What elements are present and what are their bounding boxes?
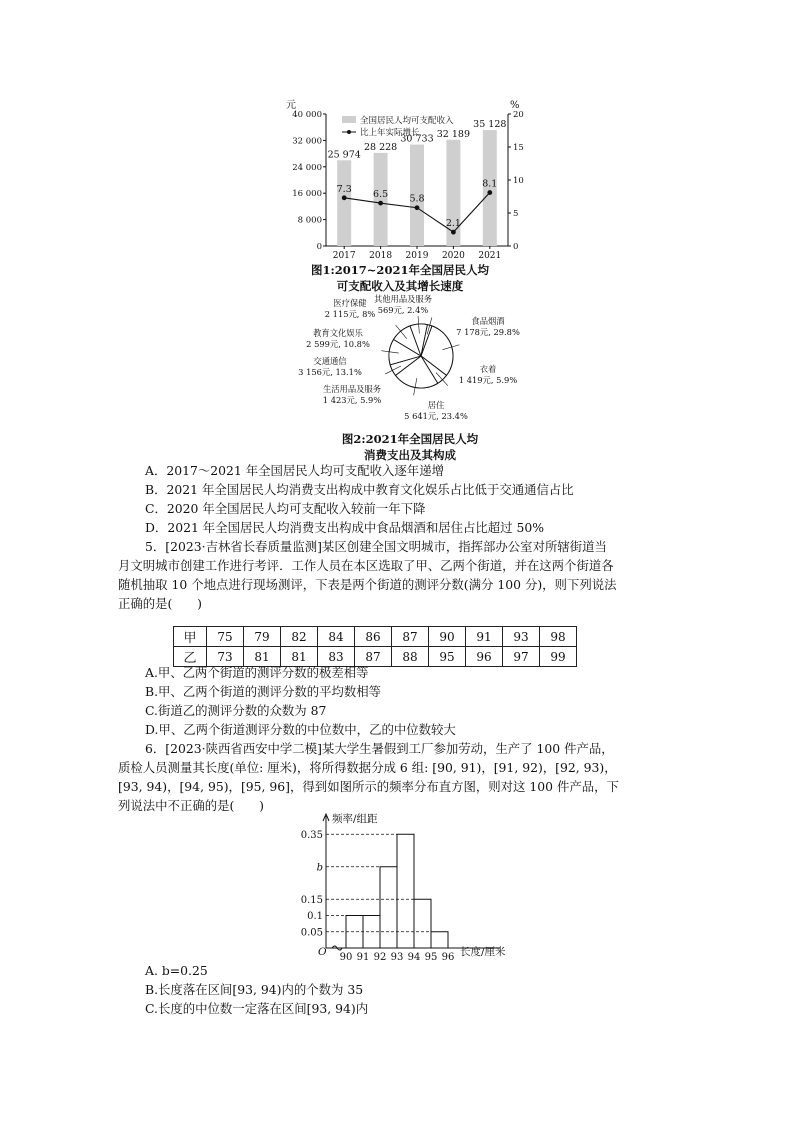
q5-text-line4: 正确的是( ) [118, 596, 203, 611]
q4-option-c: C．2020 年全国居民人均可支配收入较前一年下降 [145, 501, 426, 516]
growth-label: 8.1 [482, 178, 498, 190]
label-housing-value: 5 641元, 23.4% [404, 411, 468, 421]
right-tick-label: 5 [513, 209, 519, 219]
score-cell: 97 [503, 647, 540, 667]
label-other [374, 294, 433, 304]
label-housing: 居住 [427, 400, 445, 410]
x-tick-label: 96 [441, 952, 455, 963]
q5-text-line3: 随机抽取 10 个地点进行现场测评，下表是两个街道的测评分数(满分 100 分)，则下列说法 [118, 577, 617, 592]
x-tick-label: 2018 [369, 251, 393, 261]
consumption-pie-chart [298, 292, 538, 428]
x-tick-label: 95 [424, 952, 438, 963]
q5-option-a: A.甲、乙两个街道的测评分数的极差相等 [145, 665, 369, 680]
fig2-caption-line1: 图2:2021年全国居民人均 [341, 432, 479, 446]
score-cell: 90 [429, 627, 466, 647]
score-cell: 81 [244, 647, 281, 667]
label-food: 食品烟酒 [471, 316, 505, 326]
hist-ylabel: 频率/组距 [332, 813, 378, 825]
left-tick-label: 0 [316, 242, 322, 252]
label-transport-value: 3 156元, 13.1% [298, 367, 362, 377]
label-household-value: 1 423元, 5.9% [322, 395, 382, 405]
right-tick-label: 0 [513, 242, 519, 252]
histogram-bar [414, 899, 431, 948]
label-food-value: 7 178元, 29.8% [456, 327, 520, 337]
growth-point [378, 201, 383, 206]
x-tick-label: 2017 [332, 251, 356, 261]
left-tick-label: 40 000 [292, 110, 322, 120]
row-label-jia: 甲 [174, 627, 207, 647]
label-education: 教育文化娱乐 [313, 328, 363, 338]
q6-option-c: C.长度的中位数一定落在区间[93, 94)内 [145, 1001, 369, 1016]
growth-point [342, 195, 347, 200]
label-other-name: 其他用品及服务 [373, 294, 433, 304]
q5-text-line1: 5．[2023·吉林省长春质量监测]某区创建全国文明城市，指挥部办公室对所辖街道当 [145, 539, 607, 554]
histogram-bar [431, 932, 448, 948]
income-bar-label: 32 189 [436, 128, 471, 140]
growth-label: 2.1 [445, 218, 461, 230]
score-cell: 81 [281, 647, 318, 667]
y-tick-label: 0.1 [307, 911, 323, 922]
score-cell: 82 [281, 627, 318, 647]
score-cell: 84 [318, 627, 355, 647]
label-household: 生活用品及服务 [322, 384, 382, 394]
legend-line-marker [347, 130, 351, 134]
q5-option-b: B.甲、乙两个街道的测评分数的平均数相等 [145, 684, 382, 699]
score-cell: 93 [503, 627, 540, 647]
q5-text-line2: 月文明城市创建工作进行考评．工作人员在本区选取了甲、乙两个街道，并在这两个街道各 [118, 558, 614, 573]
growth-point [487, 190, 492, 195]
q6-text-line4: 列说法中不正确的是( ) [118, 798, 264, 813]
q4-option-a: A．2017～2021 年全国居民人均可支配收入逐年递增 [145, 463, 444, 478]
y-tick-label: 0.05 [300, 927, 323, 939]
x-tick-label: 91 [356, 952, 370, 963]
q4-option-b: B．2021 年全国居民人均消费支出构成中教育文化娱乐占比低于交通通信占比 [145, 482, 574, 497]
left-tick-label: 32 000 [292, 136, 322, 147]
fig2-caption [320, 431, 500, 463]
score-table [173, 626, 577, 667]
score-cell: 87 [355, 647, 392, 667]
income-bar-label: 30 733 [400, 133, 434, 145]
left-tick-label: 8 000 [297, 215, 322, 226]
score-cell: 79 [244, 627, 281, 647]
y-tick-label: 0.35 [300, 829, 323, 841]
legend-bar-swatch [342, 116, 356, 123]
label-other-value: 569元, 2.4% [377, 305, 429, 315]
right-tick-label: 10 [513, 176, 524, 186]
score-cell: 87 [392, 627, 429, 647]
income-bar-label: 35 128 [473, 119, 507, 131]
right-tick-label: 20 [513, 110, 524, 120]
label-education-value: 2 599元, 10.8% [306, 339, 370, 349]
score-cell: 88 [392, 647, 429, 667]
hist-xlabel: 长度/厘米 [460, 946, 506, 958]
fig1-caption-line2: 可支配收入及其增长速度 [336, 279, 464, 293]
growth-label: 6.5 [373, 189, 389, 201]
score-cell: 86 [355, 627, 392, 647]
income-bar [337, 160, 351, 246]
histogram-bar [380, 867, 397, 948]
label-clothing-value: 1 419元, 5.9% [458, 375, 518, 385]
left-unit-label: 元 [286, 100, 296, 111]
growth-point [415, 205, 420, 210]
legend-bar-label: 全国居民人均可支配收入 [360, 116, 454, 126]
row-label-yi: 乙 [174, 647, 207, 667]
x-tick-label: 2021 [478, 251, 502, 261]
label-clothing: 衣着 [479, 364, 497, 374]
x-tick-label: 94 [407, 952, 421, 963]
fig1-caption-line1: 图1:2017~2021年全国居民人均 [311, 263, 489, 277]
y-tick-label: 0.15 [300, 894, 323, 906]
q6-option-a: A. b=0.25 [145, 963, 208, 978]
q6-text-line1: 6．[2023·陕西省西安中学二模]某大学生暑假到工厂参加劳动，生产了 100 件产品， [145, 741, 614, 756]
b-tick-label: b [316, 862, 323, 874]
q5-option-d: D.甲、乙两个街道测评分数的中位数中，乙的中位数较大 [145, 722, 456, 737]
label-medical: 医疗保健 [333, 298, 367, 308]
score-cell: 83 [318, 647, 355, 667]
x-tick-label: 2019 [405, 251, 429, 261]
hist-origin: O [318, 946, 327, 958]
x-tick-label: 90 [339, 952, 353, 963]
right-unit-label: % [510, 100, 520, 111]
q6-text-line3: [93, 94)，[94, 95)，[95, 96]，得到如图所示的频率分布直方图，则对这 100 件产品，下 [118, 779, 619, 794]
income-chart [280, 96, 530, 264]
score-row-jia [174, 627, 577, 647]
q5-option-c: C.街道乙的测评分数的众数为 87 [145, 703, 327, 718]
score-cell: 75 [207, 627, 244, 647]
fig2-caption-line2: 消费支出及其构成 [364, 448, 456, 462]
left-tick-label: 24 000 [292, 162, 322, 173]
q6-option-b: B.长度落在区间[93, 94)内的个数为 35 [145, 982, 364, 997]
left-tick-label: 16 000 [292, 189, 322, 200]
frequency-histogram [300, 810, 520, 963]
histogram-bar [397, 834, 414, 948]
income-bar-label: 25 974 [327, 149, 361, 161]
x-tick-label: 92 [373, 952, 387, 963]
x-tick-label: 93 [390, 952, 404, 963]
score-cell: 91 [466, 627, 503, 647]
x-tick-label: 2020 [441, 251, 465, 261]
right-tick-label: 15 [513, 143, 524, 153]
growth-label: 7.3 [336, 183, 352, 195]
score-cell: 99 [540, 647, 577, 667]
label-medical-value: 2 115元, 8% [324, 309, 376, 319]
growth-label: 5.8 [409, 193, 425, 205]
q6-text-line2: 质检人员测量其长度(单位: 厘米)，将所得数据分成 6 组: [90, 91)，[91, 92)，[92, 93)， [118, 760, 617, 775]
score-cell: 95 [429, 647, 466, 667]
income-bar-label: 28 228 [363, 141, 398, 153]
score-cell: 98 [540, 627, 577, 647]
growth-point [451, 230, 456, 235]
legend-line-label: 比上年实际增长 [360, 128, 420, 138]
q4-option-d: D．2021 年全国居民人均消费支出构成中食品烟酒和居住占比超过 50% [145, 520, 545, 535]
score-cell: 96 [466, 647, 503, 667]
label-transport: 交通通信 [313, 356, 347, 366]
fig1-caption [300, 262, 500, 294]
score-cell: 73 [207, 647, 244, 667]
